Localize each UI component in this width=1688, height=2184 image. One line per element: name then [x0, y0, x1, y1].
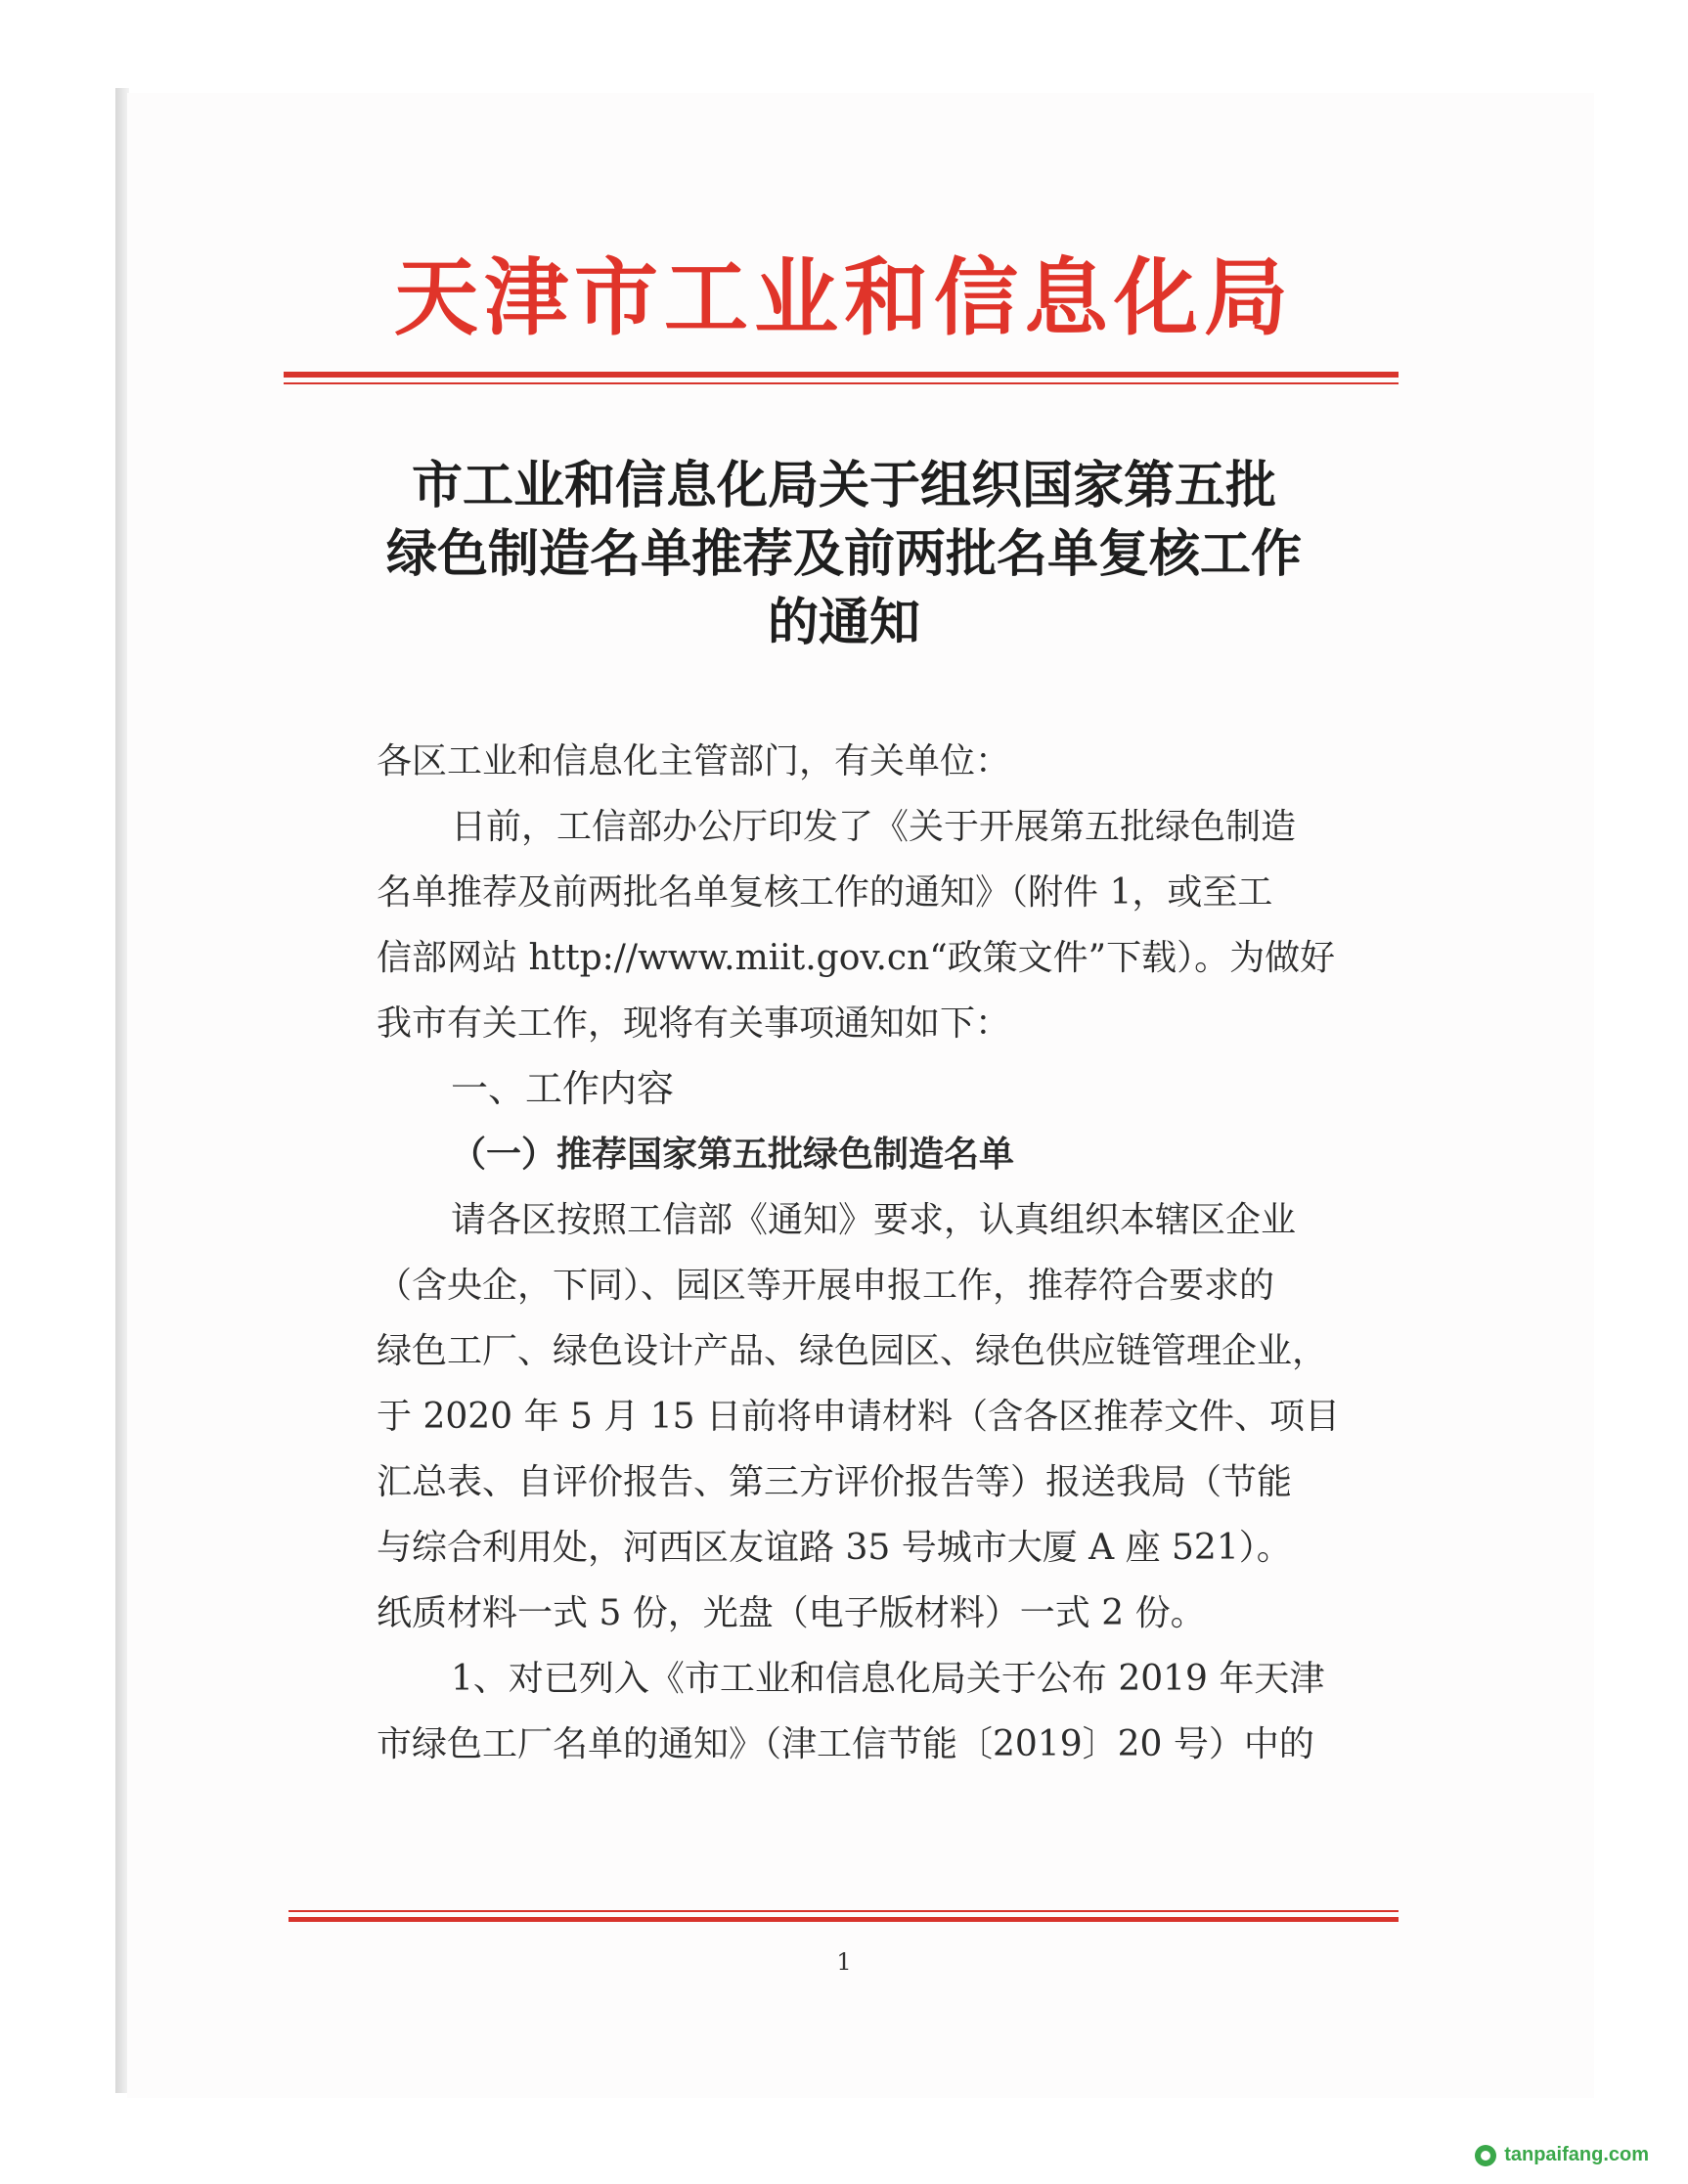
paragraph-line: 1、对已列入《市工业和信息化局关于公布 2019 年天津: [451, 1659, 1325, 1699]
paragraph-line: 日前，工信部办公厅印发了《关于开展第五批绿色制造: [451, 807, 1297, 847]
section-heading: 一、工作内容: [451, 1067, 675, 1110]
agency-masthead: 天津市工业和信息化局: [394, 248, 1294, 347]
footer-rule-thick: [289, 1917, 1399, 1922]
leaf-logo-icon: [1475, 2145, 1496, 2166]
document-title: [0, 452, 1688, 657]
document-title-line-1: 市工业和信息化局关于组织国家第五批: [411, 456, 1276, 515]
document-body: [377, 729, 1345, 1777]
paragraph-line: 市绿色工厂名单的通知》（津工信节能〔2019〕20 号）中的: [377, 1724, 1314, 1764]
site-watermark: [1475, 2144, 1649, 2166]
masthead-rule-thick: [284, 372, 1399, 378]
document-title-line-2: 绿色制造名单推荐及前两批名单复核工作: [385, 524, 1302, 584]
masthead-rule-thin: [284, 382, 1399, 384]
footer-rule-thin: [289, 1910, 1399, 1912]
paragraph-line: 我市有关工作，现将有关事项通知如下：: [377, 1003, 1011, 1044]
watermark-text: tanpaifang.com: [1504, 2144, 1649, 2165]
salutation: 各区工业和信息化主管部门，有关单位：: [377, 741, 1011, 781]
paragraph-line: 与综合利用处，河西区友谊路 35 号城市大厦 A 座 521）。: [377, 1528, 1292, 1568]
paragraph-line: 请各区按照工信部《通知》要求，认真组织本辖区企业: [451, 1200, 1297, 1240]
paragraph-line: 绿色工厂、绿色设计产品、绿色园区、绿色供应链管理企业，: [377, 1331, 1328, 1371]
paragraph-line: 汇总表、自评价报告、第三方评价报告等）报送我局（节能: [377, 1462, 1293, 1502]
document-title-line-3: 的通知: [767, 593, 920, 652]
page-number: 1: [836, 1948, 852, 1976]
paragraph-line: 信部网站 http://www.miit.gov.cn“政策文件”下载）。为做好: [377, 938, 1336, 978]
paragraph-line: 于 2020 年 5 月 15 日前将申请材料（含各区推荐文件、项目: [377, 1397, 1340, 1437]
paragraph-line: 纸质材料一式 5 份，光盘（电子版材料）一式 2 份。: [377, 1593, 1206, 1633]
paragraph-line: 名单推荐及前两批名单复核工作的通知》（附件 1，或至工: [377, 872, 1273, 913]
paragraph-line: （含央企，下同）、园区等开展申报工作，推荐符合要求的: [377, 1266, 1275, 1306]
subsection-heading: （一）推荐国家第五批绿色制造名单: [451, 1134, 1015, 1175]
